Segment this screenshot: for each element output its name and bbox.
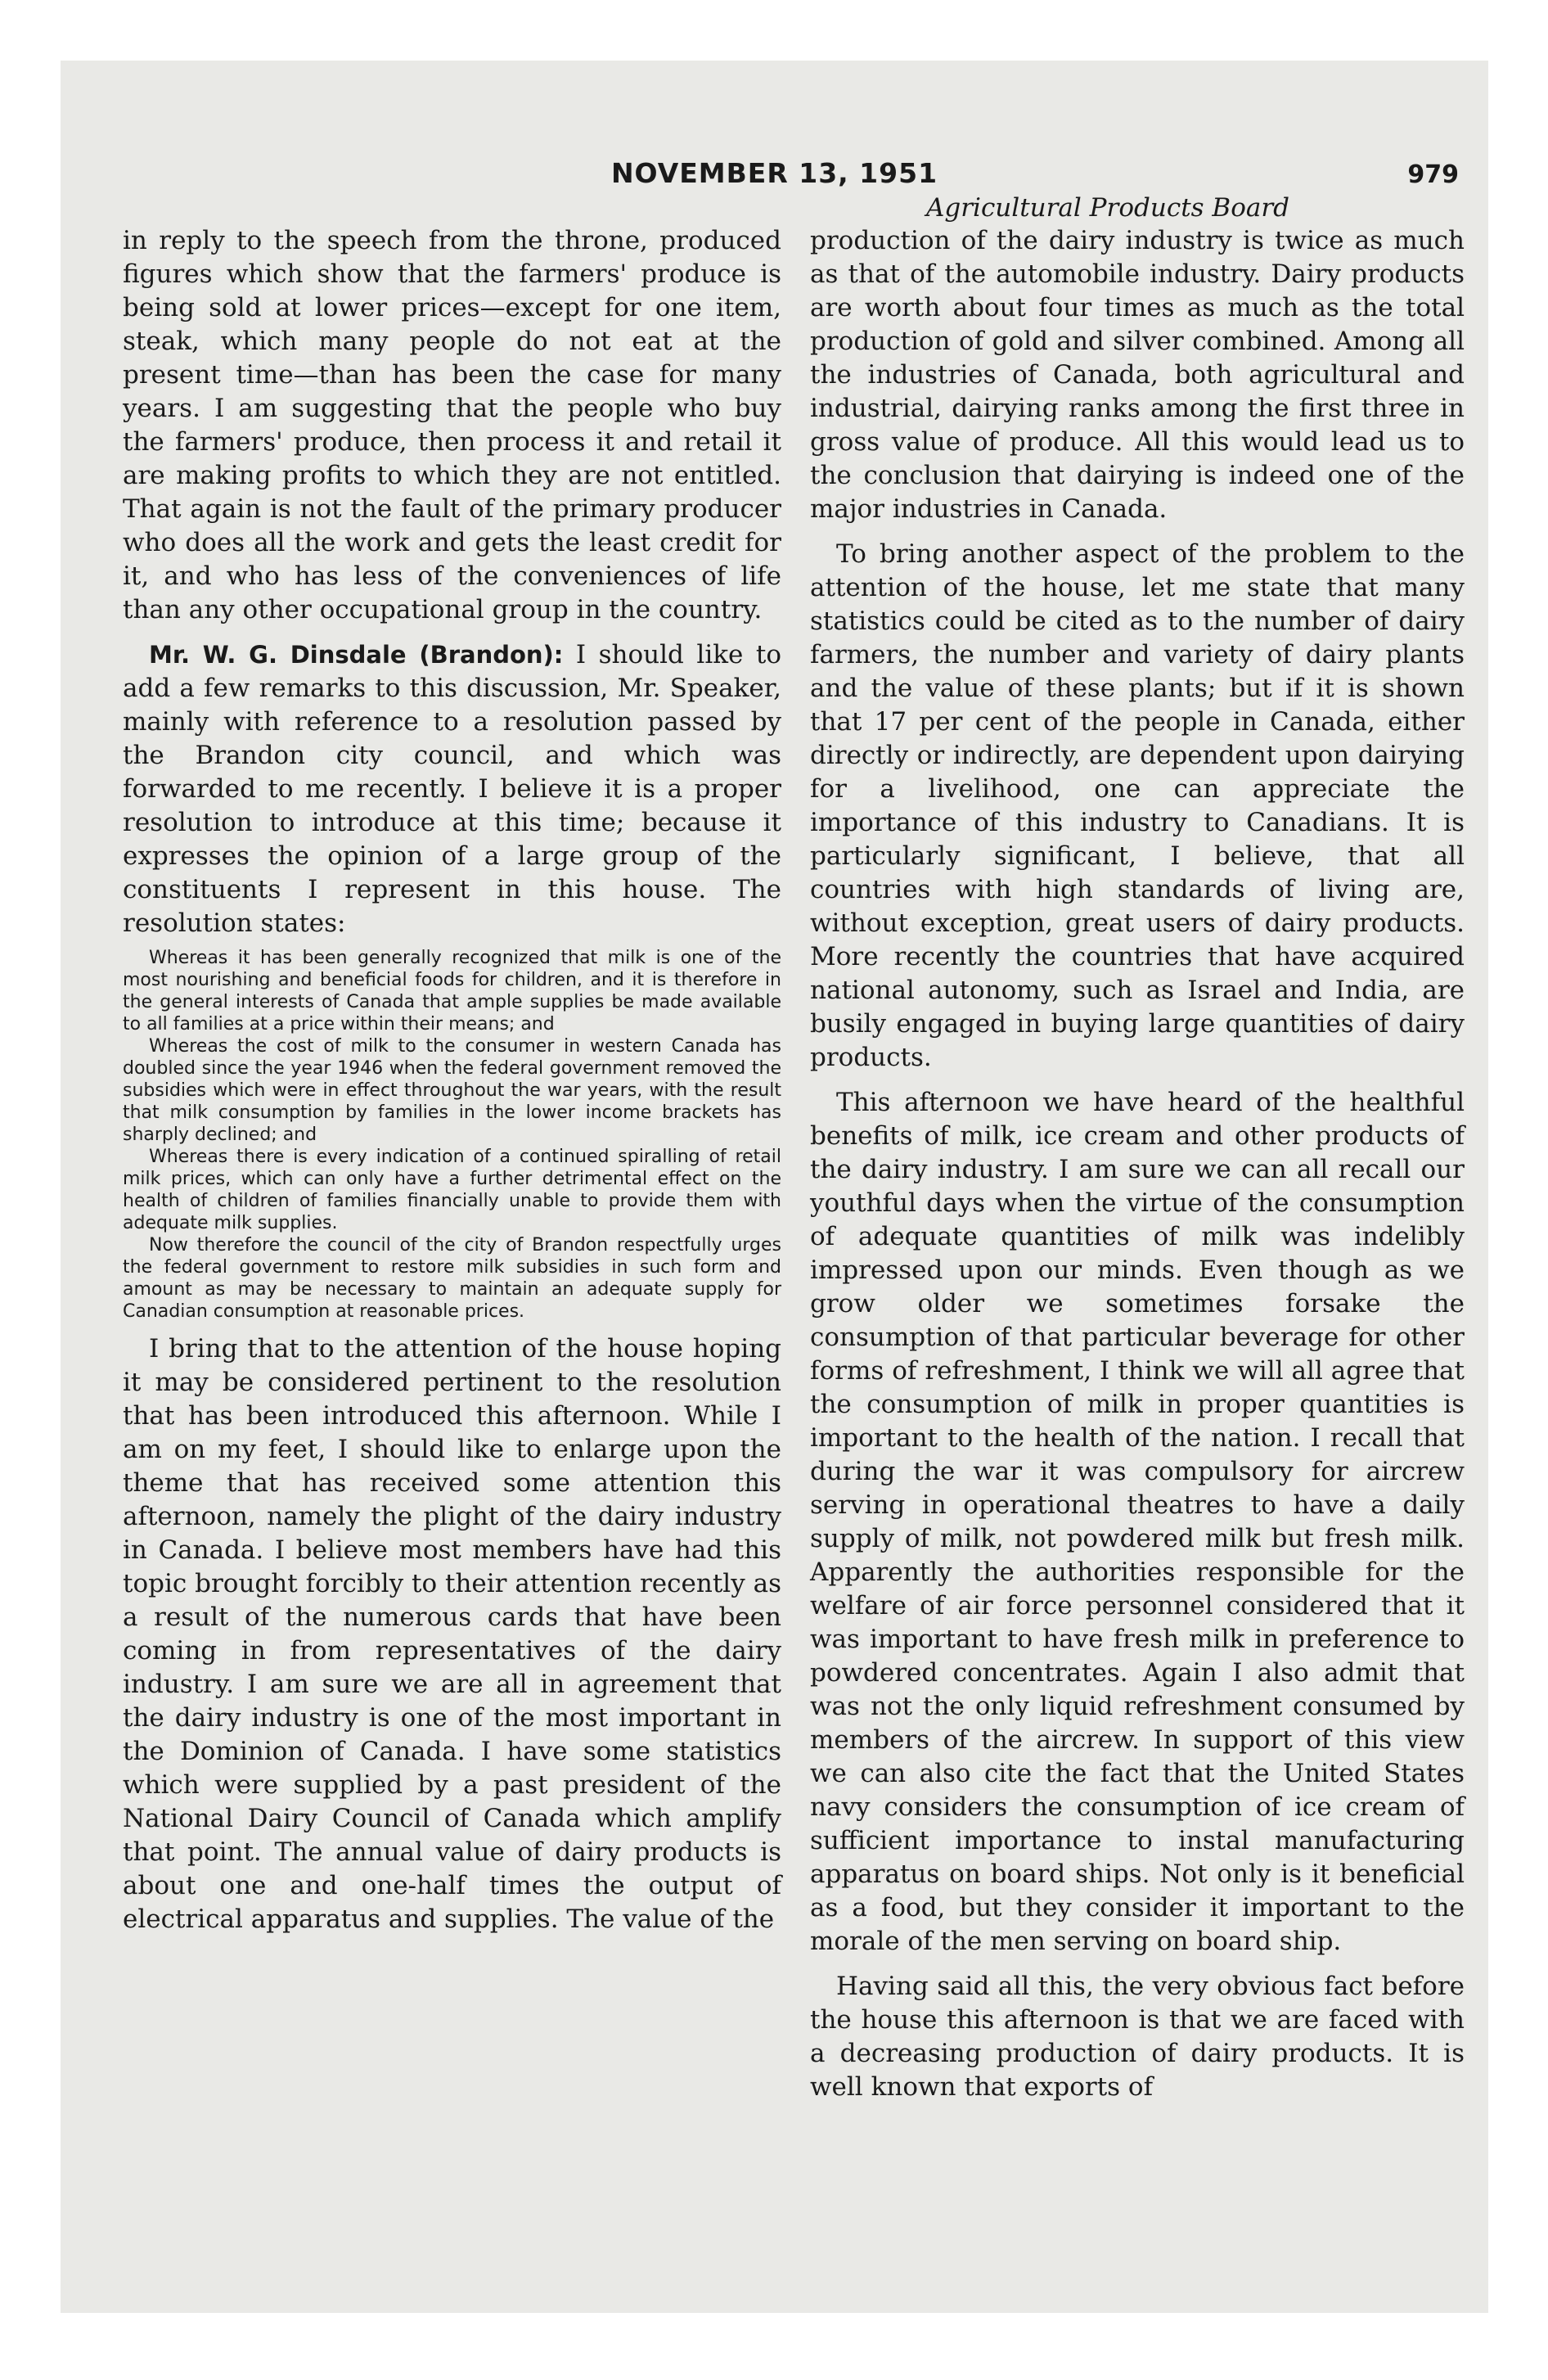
- resolution-clause-2: Whereas the cost of milk to the consumer in western Canada has doubled since the year 1946 when the federal government removed the subsidies which were in effect throughout the war years, with the result that milk consumption by families in the lower income brackets has sharply declined; and: [123, 1036, 781, 1145]
- document-page: [61, 61, 1488, 2313]
- right-paragraph-1: production of the dairy industry is twice as much as that of the automobile industry. Dairy products are worth about four times as much as the total production of gold and silver combined. Among all the industries of Canada, both agricultural and industrial, dairying ranks among the first three in gross value of produce. All this would lead us to the conclusion that dairying is indeed one of the major industries in Canada.: [810, 226, 1465, 524]
- speaker-remarks: I should like to add a few remarks to this discussion, Mr. Speaker, mainly with reference to a resolution passed by the Brandon city council, and which was forwarded to me recently. I believe it is a proper resolution to introduce at this time; because it expresses the opinion of a large group of the constituents I represent in this house. The resolution states:: [123, 640, 781, 938]
- left-paragraph-1: in reply to the speech from the throne, produced figures which show that the farmers' produce is being sold at lower prices—except for one item, steak, which many people do not eat at the present time—than has been the case for many years. I am suggesting that the people who buy the farmers' produce, then process it and retail it are making profits to which they are not entitled. That again is not the fault of the primary producer who does all the work and gets the least credit for it, and who has less of the conveniences of life than any other occupational group in the country.: [123, 226, 781, 624]
- right-paragraph-4: Having said all this, the very obvious fact before the house this afternoon is that we are faced with a decreasing production of dairy products. It is well known that exports of: [810, 1972, 1465, 2102]
- resolution-quote: [123, 947, 781, 1323]
- resolution-clause-3: Whereas there is every indication of a continued spiralling of retail milk prices, which can only have a further detrimental effect on the health of children of families financially unable to provide them with adequate milk supplies.: [123, 1147, 781, 1233]
- right-paragraph-3: This afternoon we have heard of the healthful benefits of milk, ice cream and other products of the dairy industry. I am sure we can all recall our youthful days when the virtue of the consumption of adequate quantities of milk was indelibly impressed upon our minds. Even though as we grow older we sometimes forsake the consumption of that particular beverage for other forms of refreshment, I think we will all agree that the consumption of milk in proper quantities is important to the health of the nation. I recall that during the war it was compulsory for aircrew serving in operational theatres to have a daily supply of milk, not powdered milk but fresh milk. Apparently the authorities responsible for the welfare of air force personnel considered that it was important to have fresh milk in preference to powdered concentrates. Again I also admit that was not the only liquid refreshment consumed by members of the aircrew. In support of this view we can also cite the fact that the United States navy considers the consumption of ice cream of sufficient importance to instal manufacturing apparatus on board ships. Not only is it beneficial as a food, but they consider it important to the morale of the men serving on board ship.: [810, 1088, 1465, 1956]
- header-date: NOVEMBER 13, 1951: [610, 157, 938, 189]
- left-column: [123, 224, 781, 1936]
- speaker-name: Mr. W. G. Dinsdale (Brandon):: [149, 641, 564, 669]
- left-paragraph-3: I bring that to the attention of the house hoping it may be considered pertinent to the resolution that has been introduced this afternoon. While I am on my feet, I should like to enlarge upon the theme that has received some attention this afternoon, namely the plight of the dairy industry in Canada. I believe most members have had this topic brought forcibly to their attention recently as a result of the numerous cards that have been coming in from representatives of the dairy industry. I am sure we are all in agreement that the dairy industry is one of the most important in the Dominion of Canada. I have some statistics which were supplied by a past president of the National Dairy Council of Canada which amplify that point. The annual value of dairy products is about one and one-half times the output of electrical apparatus and supplies. The value of the: [123, 1334, 781, 1934]
- left-paragraph-2: [123, 638, 781, 940]
- running-head: Agricultural Products Board: [925, 193, 1290, 223]
- right-column: [810, 224, 1465, 2104]
- right-paragraph-2: To bring another aspect of the problem to the attention of the house, let me state that many statistics could be cited as to the number of dairy farmers, the number and variety of dairy plants and the value of these plants; but if it is shown that 17 per cent of the people in Canada, either directly or indirectly, are dependent upon dairying for a livelihood, one can appreciate the importance of this industry to Canadians. It is particularly significant, I believe, that all countries with high standards of living are, without exception, great users of dairy products. More recently the countries that have acquired national autonomy, such as Israel and India, are busily engaged in buying large quantities of dairy products.: [810, 539, 1465, 1072]
- page-number: 979: [1407, 160, 1459, 189]
- resolution-clause-1: Whereas it has been generally recognized that milk is one of the most nourishing and beneficial foods for children, and it is therefore in the general interests of Canada that ample supplies be made available to all families at a price within their means; and: [123, 948, 781, 1034]
- resolution-clause-4: Now therefore the council of the city of Brandon respectfully urges the federal government to restore milk subsidies in such form and amount as may be necessary to maintain an adequate supply for Canadian consumption at reasonable prices.: [123, 1235, 781, 1322]
